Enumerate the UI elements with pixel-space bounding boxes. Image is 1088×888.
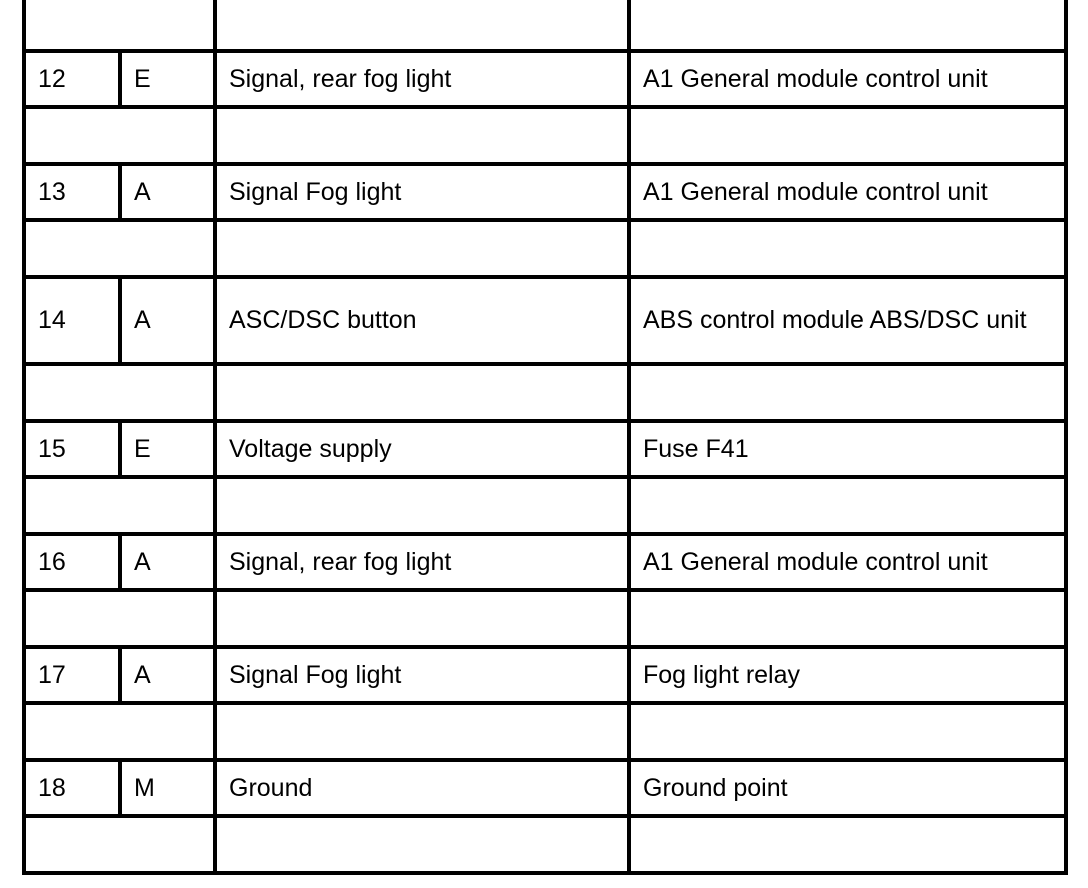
pin-number-cell: 15 xyxy=(24,421,120,477)
pin-number-cell: 18 xyxy=(24,760,120,816)
spacer-cell xyxy=(215,364,629,421)
pin-description-cell: Signal Fog light xyxy=(215,164,629,220)
pin-connection-cell: A1 General module control unit xyxy=(629,534,1066,590)
spacer-row xyxy=(24,0,1066,51)
spacer-row xyxy=(24,816,1066,873)
spacer-row xyxy=(24,477,1066,534)
spacer-cell xyxy=(215,0,629,51)
table-row xyxy=(24,277,1066,364)
pin-connection-cell: Fuse F41 xyxy=(629,421,1066,477)
spacer-cell xyxy=(24,0,215,51)
pin-type-cell: A xyxy=(120,534,215,590)
spacer-cell xyxy=(24,816,215,873)
spacer-row xyxy=(24,364,1066,421)
pin-number-cell: 17 xyxy=(24,647,120,703)
pin-number-cell: 14 xyxy=(24,277,120,364)
pin-type-cell: M xyxy=(120,760,215,816)
pin-description-cell: Voltage supply xyxy=(215,421,629,477)
spacer-cell xyxy=(24,590,215,647)
pin-number-cell: 16 xyxy=(24,534,120,590)
spacer-cell xyxy=(629,703,1066,760)
table-row xyxy=(24,51,1066,107)
spacer-cell xyxy=(215,816,629,873)
pin-description-cell: Signal, rear fog light xyxy=(215,534,629,590)
pin-connection-cell: Fog light relay xyxy=(629,647,1066,703)
spacer-cell xyxy=(215,477,629,534)
pin-description-cell: ASC/DSC button xyxy=(215,277,629,364)
table-row xyxy=(24,760,1066,816)
spacer-cell xyxy=(215,107,629,164)
table-row xyxy=(24,164,1066,220)
spacer-cell xyxy=(629,590,1066,647)
spacer-row xyxy=(24,107,1066,164)
table-row xyxy=(24,421,1066,477)
pin-description-cell: Signal Fog light xyxy=(215,647,629,703)
spacer-row xyxy=(24,220,1066,277)
spacer-cell xyxy=(24,477,215,534)
spacer-cell xyxy=(629,220,1066,277)
pin-connection-cell: ABS control module ABS/DSC unit xyxy=(629,277,1066,364)
pin-description-cell: Signal, rear fog light xyxy=(215,51,629,107)
spacer-cell xyxy=(215,703,629,760)
spacer-cell xyxy=(215,590,629,647)
spacer-row xyxy=(24,590,1066,647)
spacer-cell xyxy=(24,703,215,760)
spacer-row xyxy=(24,703,1066,760)
spacer-cell xyxy=(215,220,629,277)
pin-type-cell: E xyxy=(120,51,215,107)
pin-type-cell: E xyxy=(120,421,215,477)
pin-assignment-table xyxy=(22,0,1068,875)
spacer-cell xyxy=(24,220,215,277)
pin-type-cell: A xyxy=(120,164,215,220)
spacer-cell xyxy=(24,364,215,421)
pin-number-cell: 12 xyxy=(24,51,120,107)
spacer-cell xyxy=(629,364,1066,421)
pin-connection-cell: A1 General module control unit xyxy=(629,51,1066,107)
pin-description-cell: Ground xyxy=(215,760,629,816)
spacer-cell xyxy=(629,477,1066,534)
pin-type-cell: A xyxy=(120,277,215,364)
pin-number-cell: 13 xyxy=(24,164,120,220)
table-row xyxy=(24,647,1066,703)
spacer-cell xyxy=(629,0,1066,51)
spacer-cell xyxy=(24,107,215,164)
table-row xyxy=(24,534,1066,590)
pin-type-cell: A xyxy=(120,647,215,703)
spacer-cell xyxy=(629,816,1066,873)
pin-connection-cell: Ground point xyxy=(629,760,1066,816)
pin-connection-cell: A1 General module control unit xyxy=(629,164,1066,220)
spacer-cell xyxy=(629,107,1066,164)
